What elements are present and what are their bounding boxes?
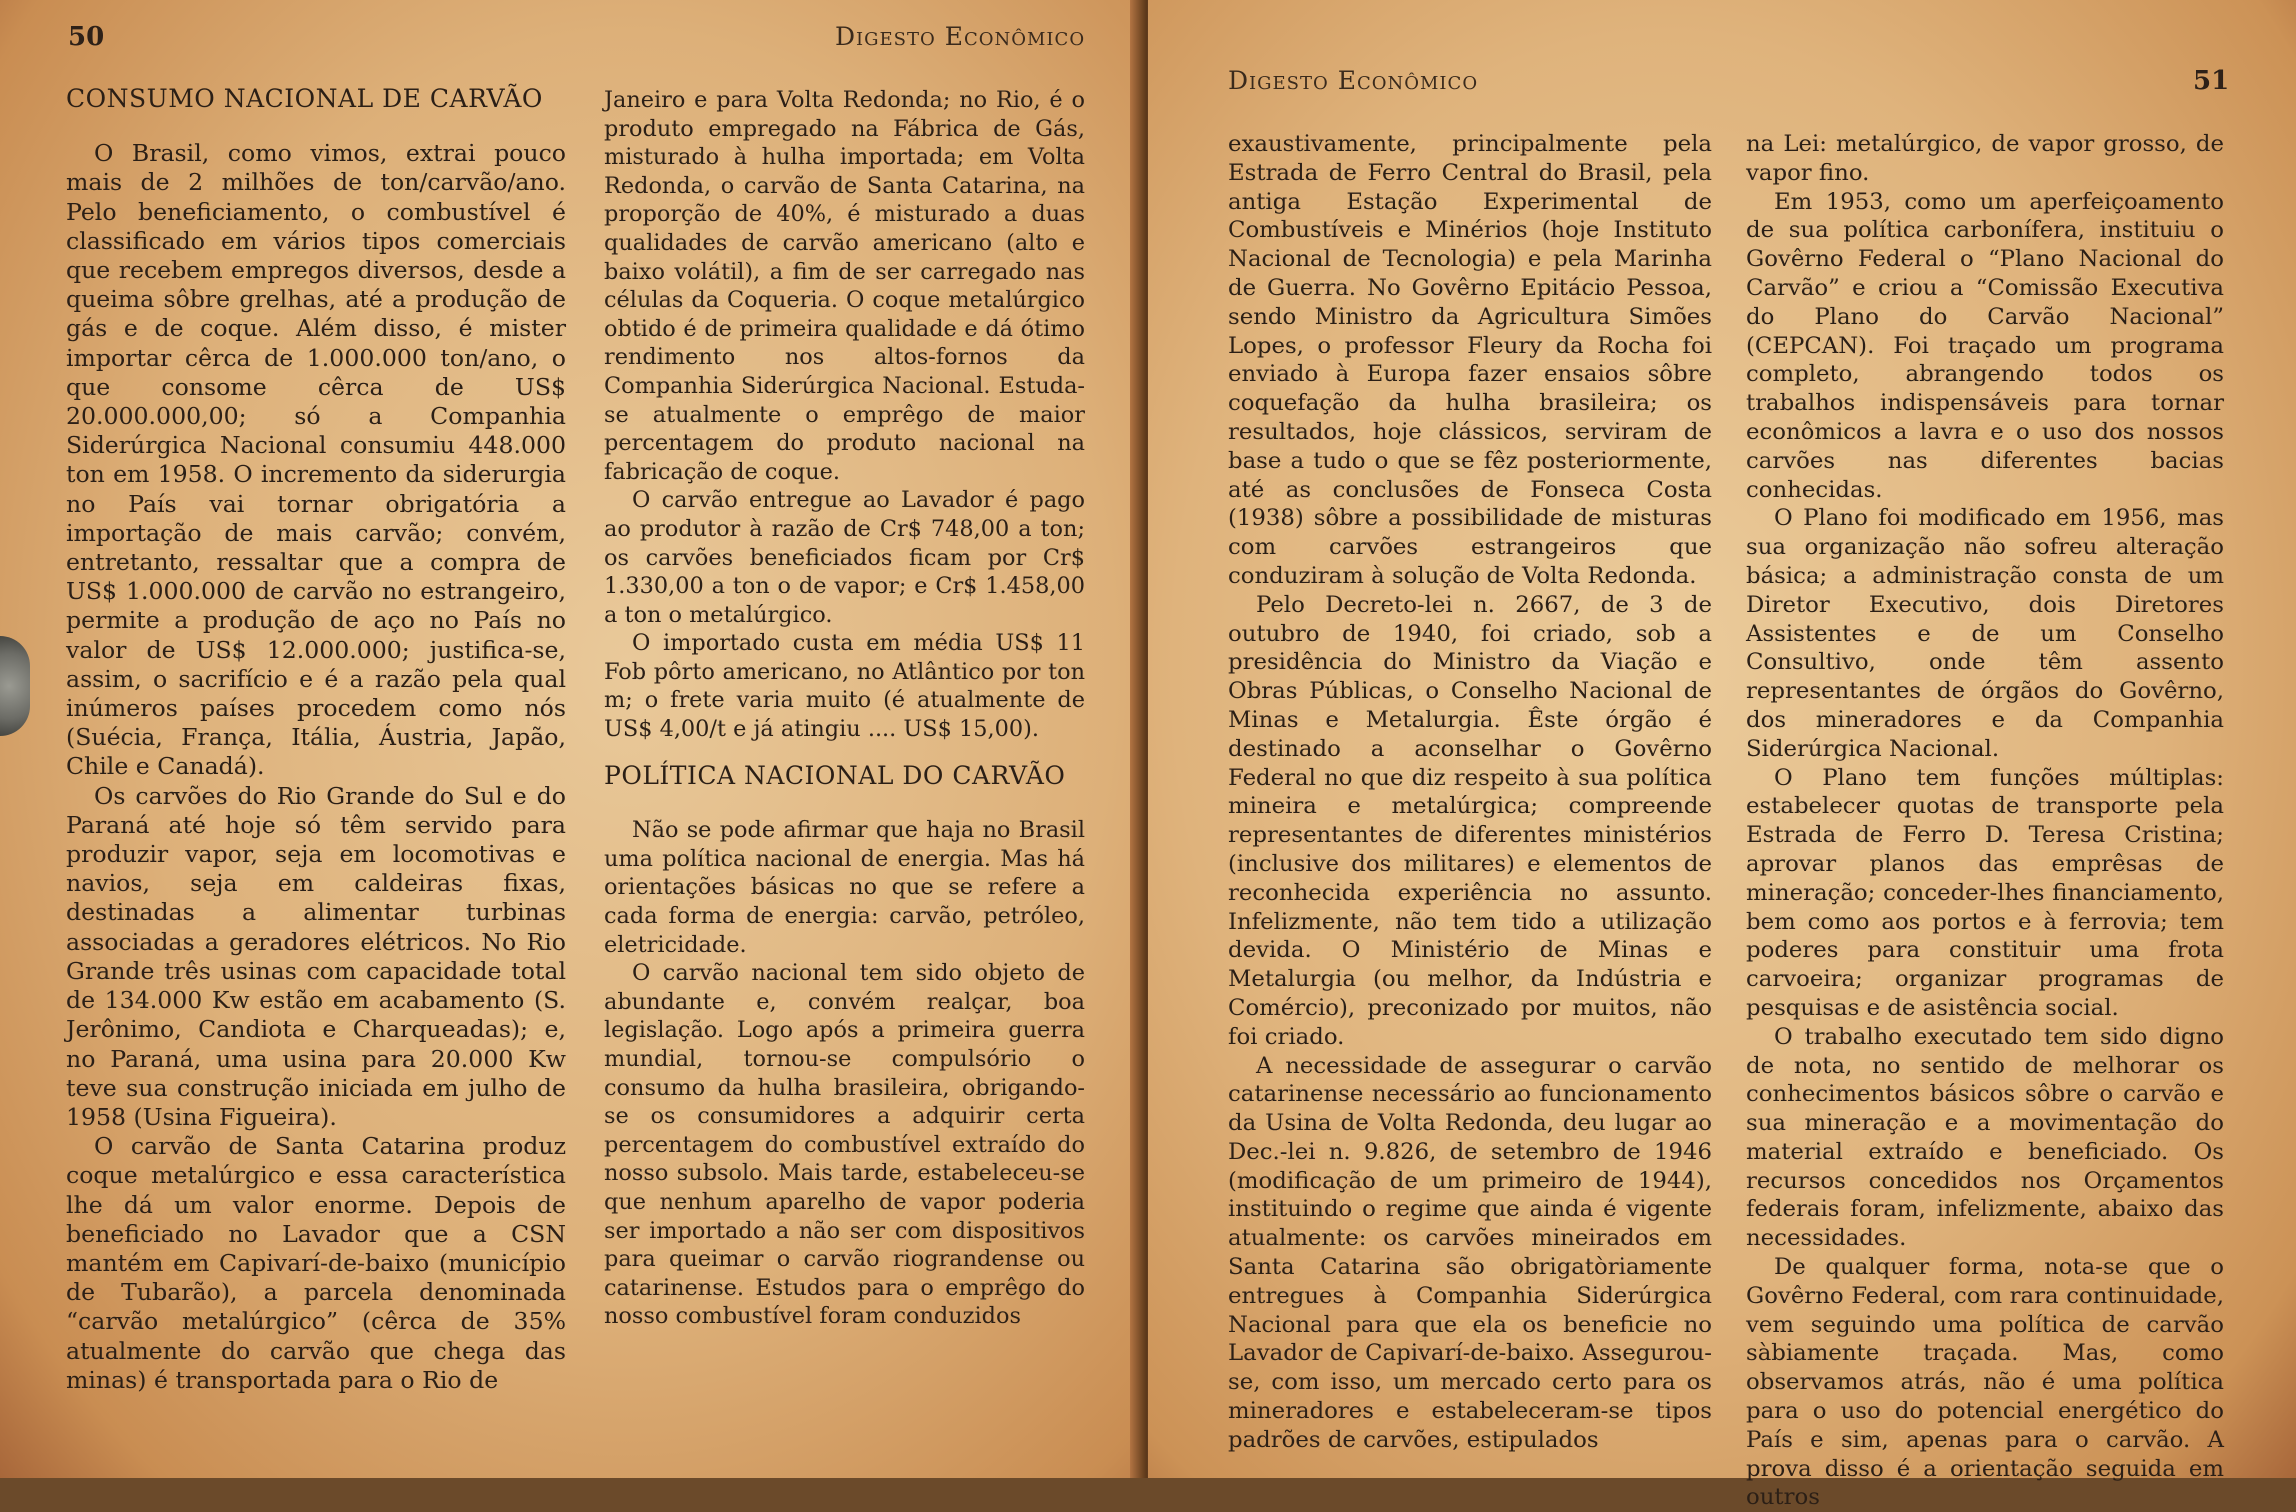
paragraph: O Plano foi modificado em 1956, mas sua organização não sofreu alteração básica; a administração consta de um Diretor Executivo, dois Diretores Assistentes e de um Conselho Consultivo, onde têm assento representantes de órgãos do Govêrno, dos mineradores e da Companhia Siderúrgica Nacional. bbox=[1746, 505, 2224, 762]
paragraph: Janeiro e para Volta Redonda; no Rio, é o produto empregado na Fábrica de Gás, misturado à hulha importada; em Volta Redonda, o carvão de Santa Catarina, na proporção de 40%, é misturado a duas qualidades de carvão americano (alto e baixo volátil), a fim de ser carregado nas células da Coqueria. O coque metalúrgico obtido é de primeira qualidade e dá ótimo rendimento nos altos-fornos da Companhia Siderúrgica Nacional. Estuda-se atualmente o emprêgo de maior percentagem do produto nacional na fabricação de coque. bbox=[604, 87, 1085, 485]
thumb-shadow bbox=[0, 636, 30, 736]
paragraph: Pelo Decreto-lei n. 2667, de 3 de outubro de 1940, foi criado, sob a presidência do Ministro da Viação e Obras Públicas, o Conselho Nacional de Minas e Metalurgia. Êste órgão é destinado a aconselhar o Govêrno Federal no que diz respeito à sua política mineira e metalúrgica; compreende representantes de diferentes ministérios (inclusive dos militares) e elementos de reconhecida experiência no assunto. Infelizmente, não tem tido a utilização devida. O Ministério de Minas e Metalurgia (ou melhor, da Indústria e Comércio), preconizado por muitos, não foi criado. bbox=[1228, 591, 1712, 1050]
right-page bbox=[1148, 0, 2296, 1511]
paragraph: O Plano tem funções múltiplas: estabelecer quotas de transporte pela Estrada de Ferro D. Teresa Cristina; aprovar planos das emprêsas de mineração; conceder-lhes financiamento, bem como aos portos e à ferrovia; tem poderes para constituir uma frota carvoeira; organizar programas de pesquisas e de asistência social. bbox=[1746, 764, 2224, 1021]
page-number-left: 50 bbox=[68, 22, 105, 52]
left-column-2 bbox=[604, 86, 1085, 1331]
section-heading-politica: POLÍTICA NACIONAL DO CARVÃO bbox=[604, 760, 1066, 790]
paragraph: O Brasil, como vimos, extrai pouco mais de 2 milhões de ton/carvão/ano. Pelo beneficiamento, o combustível é classificado em vários tipos comerciais que recebem empregos diversos, desde a queima sôbre grelhas, até a produção de gás e de coque. Além disso, é mister importar cêrca de 1.000.000 ton/ano, o que consome cêrca de US$ 20.000.000,00; só a Companhia Siderúrgica Nacional consumiu 448.000 ton em 1958. O incremento da siderurgia no País vai tornar obrigatória a importação de mais carvão; convém, entretanto, ressaltar que a compra de US$ 1.000.000 de carvão no estrangeiro, permite a produção de aço no País no valor de US$ 12.000.000; justifica-se, assim, o sacrifício e é a razão pela qual inúmeros países procedem como nós (Suécia, França, Itália, Áustria, Japão, Chile e Canadá). bbox=[66, 139, 566, 781]
paragraph: O carvão nacional tem sido objeto de abundante e, convém realçar, boa legislação. Logo após a primeira guerra mundial, tornou-se compulsório o consumo da hulha brasileira, obrigando-se os consumidores a adquirir certa percentagem do combustível extraído do nosso subsolo. Mais tarde, estabeleceu-se que nenhum aparelho de vapor poderia ser importado a não ser com dispositivos para queimar o carvão riograndense ou catarinense. Estudos para o emprêgo do nosso combustível foram conduzidos bbox=[604, 960, 1085, 1330]
paragraph: De qualquer forma, nota-se que o Govêrno Federal, com rara continuidade, vem seguindo uma política de carvão sàbiamente traçada. Mas, como observamos atrás, não é uma política para o uso do potencial energético do País e sim, apenas para o carvão. A prova disso é a orientação seguida em outros bbox=[1746, 1254, 2224, 1511]
paragraph: O carvão entregue ao Lavador é pago ao produtor à razão de Cr$ 748,00 a ton; os carvões beneficiados ficam por Cr$ 1.330,00 a ton o de vapor; e Cr$ 1.458,00 a ton o metalúrgico. bbox=[604, 487, 1085, 628]
paragraph: exaustivamente, principalmente pela Estrada de Ferro Central do Brasil, pela antiga Estação Experimental de Combustíveis e Minérios (hoje Instituto Nacional de Tecnologia) e pela Marinha de Guerra. No Govêrno Epitácio Pessoa, sendo Ministro da Agricultura Simões Lopes, o professor Fleury da Rocha foi enviado à Europa fazer ensaios sôbre coquefação da hulha brasileira; os resultados, hoje clássicos, serviram de base a tudo o que se fêz posteriormente, até as conclusões de Fonseca Costa (1938) sôbre a possibilidade de misturas com carvões estrangeiros que conduziram à solução de Volta Redonda. bbox=[1228, 131, 1712, 589]
paragraph: O carvão de Santa Catarina produz coque metalúrgico e essa característica lhe dá um valor enorme. Depois de beneficiado no Lavador que a CSN mantém em Capivarí-de-baixo (município de Tubarão), a parcela denominada “carvão metalúrgico” (cêrca de 35% atualmente do carvão que chega das minas) é transportada para o Rio de bbox=[66, 1132, 566, 1394]
paragraph: Os carvões do Rio Grande do Sul e do Paraná até hoje só têm servido para produzir vapor, seja em locomotivas e navios, seja em caldeiras fixas, destinadas a alimentar turbinas associadas a geradores elétricos. No Rio Grande três usinas com capacidade total de 134.000 Kw estão em acabamento (S. Jerônimo, Candiota e Charqueadas); e, no Paraná, uma usina para 20.000 Kw teve sua construção iniciada em julho de 1958 (Usina Figueira). bbox=[66, 781, 566, 1131]
left-page bbox=[0, 0, 1140, 1478]
right-column-1 bbox=[1228, 130, 1712, 1455]
left-column-1 bbox=[66, 84, 566, 1395]
paragraph: A necessidade de assegurar o carvão catarinense necessário ao funcionamento da Usina de Volta Redonda, deu lugar ao Dec.-lei n. 9.826, de setembro de 1946 (modificação de um primeiro de 1944), instituindo o regime que ainda é vigente atualmente: os carvões mineirados em Santa Catarina são obrigatòriamente entregues à Companhia Siderúrgica Nacional para que ela os beneficie no Lavador de Capivarí-de-baixo. Assegurou-se, com isso, um mercado certo para os mineradores e estabeleceram-se tipos padrões de carvões, estipulados bbox=[1228, 1052, 1712, 1453]
right-column-2 bbox=[1746, 130, 2224, 1512]
running-head-left: Digesto Econômico bbox=[835, 22, 1086, 51]
paragraph: na Lei: metalúrgico, de vapor grosso, de vapor fino. bbox=[1746, 131, 2224, 186]
section-heading-consumo: CONSUMO NACIONAL DE CARVÃO bbox=[66, 84, 543, 113]
paragraph: O trabalho executado tem sido digno de nota, no sentido de melhorar os conhecimentos básicos sôbre o carvão e sua mineração e a movimentação do material extraído e beneficiado. Os recursos concedidos nos Orçamentos federais foram, infelizmente, abaixo das necessidades. bbox=[1746, 1023, 2224, 1252]
paragraph: Em 1953, como um aperfeiçoamento de sua política carbonífera, instituiu o Govêrno Federal o “Plano Nacional do Carvão” e criou a “Comissão Executiva do Plano do Carvão Nacional” (CEPCAN). Foi traçado um programa completo, abrangendo todos os trabalhos indispensáveis para tornar econômicos a lavra e o uso dos nossos carvões nas diferentes bacias conhecidas. bbox=[1746, 188, 2224, 503]
page-number-right: 51 bbox=[2193, 66, 2230, 96]
running-head-right: Digesto Econômico bbox=[1228, 66, 1479, 95]
paragraph: O importado custa em média US$ 11 Fob pôrto americano, no Atlântico por ton m; o frete varia muito (é atualmente de US$ 4,00/t e já atingiu .... US$ 15,00). bbox=[604, 630, 1085, 743]
paragraph: Não se pode afirmar que haja no Brasil uma política nacional de energia. Mas há orientações básicas no que se refere a cada forma de energia: carvão, petróleo, eletricidade. bbox=[604, 817, 1085, 958]
